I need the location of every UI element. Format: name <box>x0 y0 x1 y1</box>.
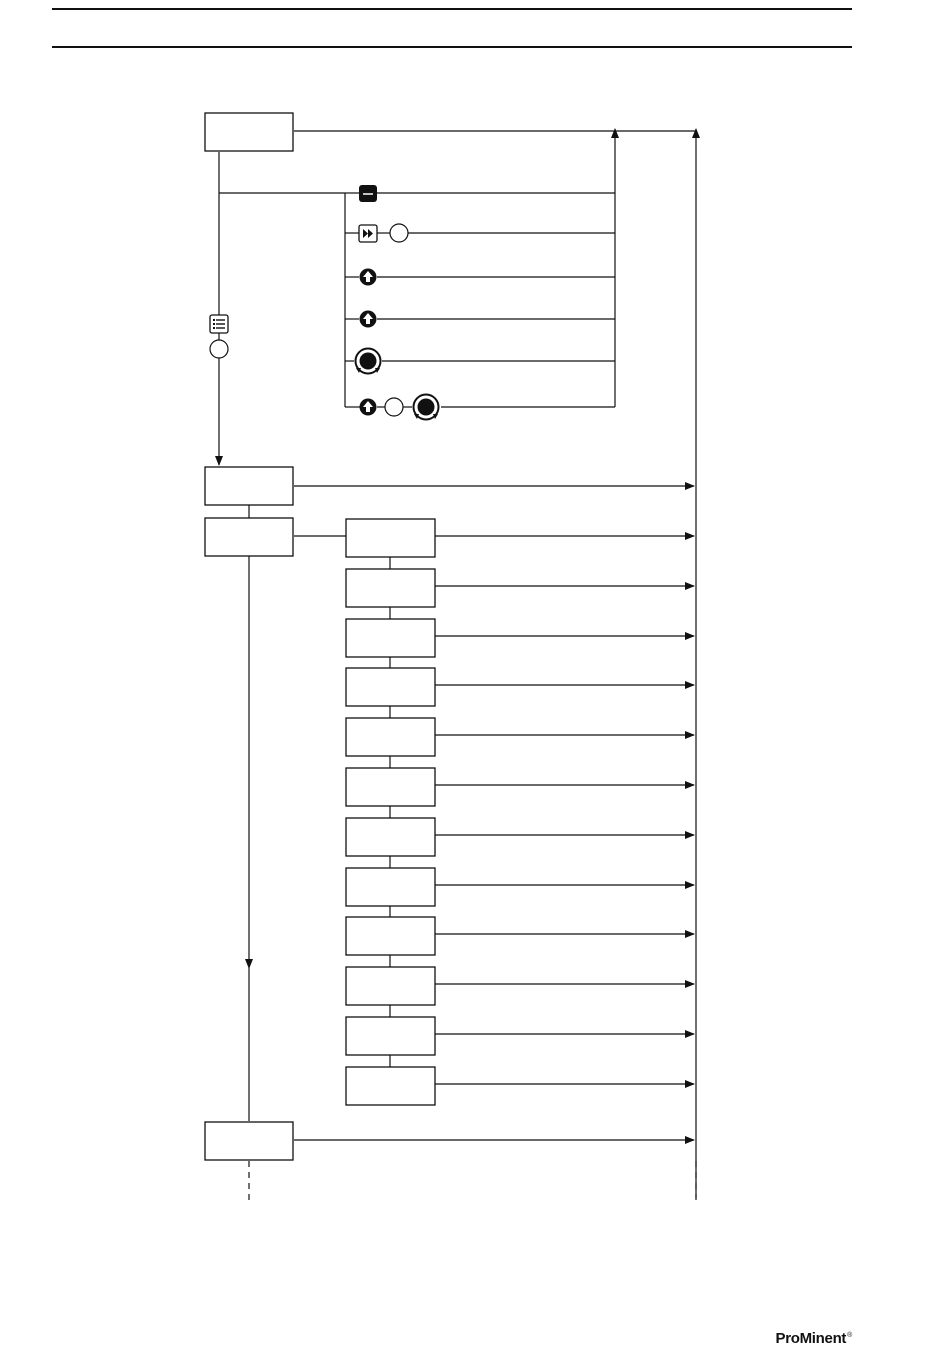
up-arrow-key-icon <box>360 311 377 328</box>
sub-box <box>346 818 435 856</box>
open-circle-icon <box>210 340 228 358</box>
main-box <box>205 518 293 556</box>
main-box <box>205 1122 293 1160</box>
brand-mark: ® <box>847 1332 852 1339</box>
sub-box <box>346 868 435 906</box>
up-arrow-key-icon <box>360 269 377 286</box>
sub-box <box>346 619 435 657</box>
sub-box <box>346 668 435 706</box>
top-box <box>205 113 293 151</box>
fast-forward-key-icon <box>359 225 377 242</box>
sub-box <box>346 1017 435 1055</box>
sub-box <box>346 569 435 607</box>
up-arrow-key-icon <box>360 399 377 416</box>
brand-name: ProMinent <box>775 1330 847 1347</box>
sub-box <box>346 917 435 955</box>
main-box <box>205 467 293 505</box>
open-circle-icon <box>385 398 403 416</box>
connector-lines <box>219 129 696 1200</box>
brand-logo <box>776 1330 853 1347</box>
sub-box <box>346 519 435 557</box>
rotary-knob-icon <box>414 395 439 420</box>
menu-list-key-icon <box>210 315 228 333</box>
rotary-knob-icon <box>356 349 381 374</box>
sub-box <box>346 1067 435 1105</box>
sub-box <box>346 718 435 756</box>
sub-box <box>346 768 435 806</box>
open-circle-icon <box>390 224 408 242</box>
sub-box <box>346 967 435 1005</box>
stop-key-icon <box>359 185 377 202</box>
